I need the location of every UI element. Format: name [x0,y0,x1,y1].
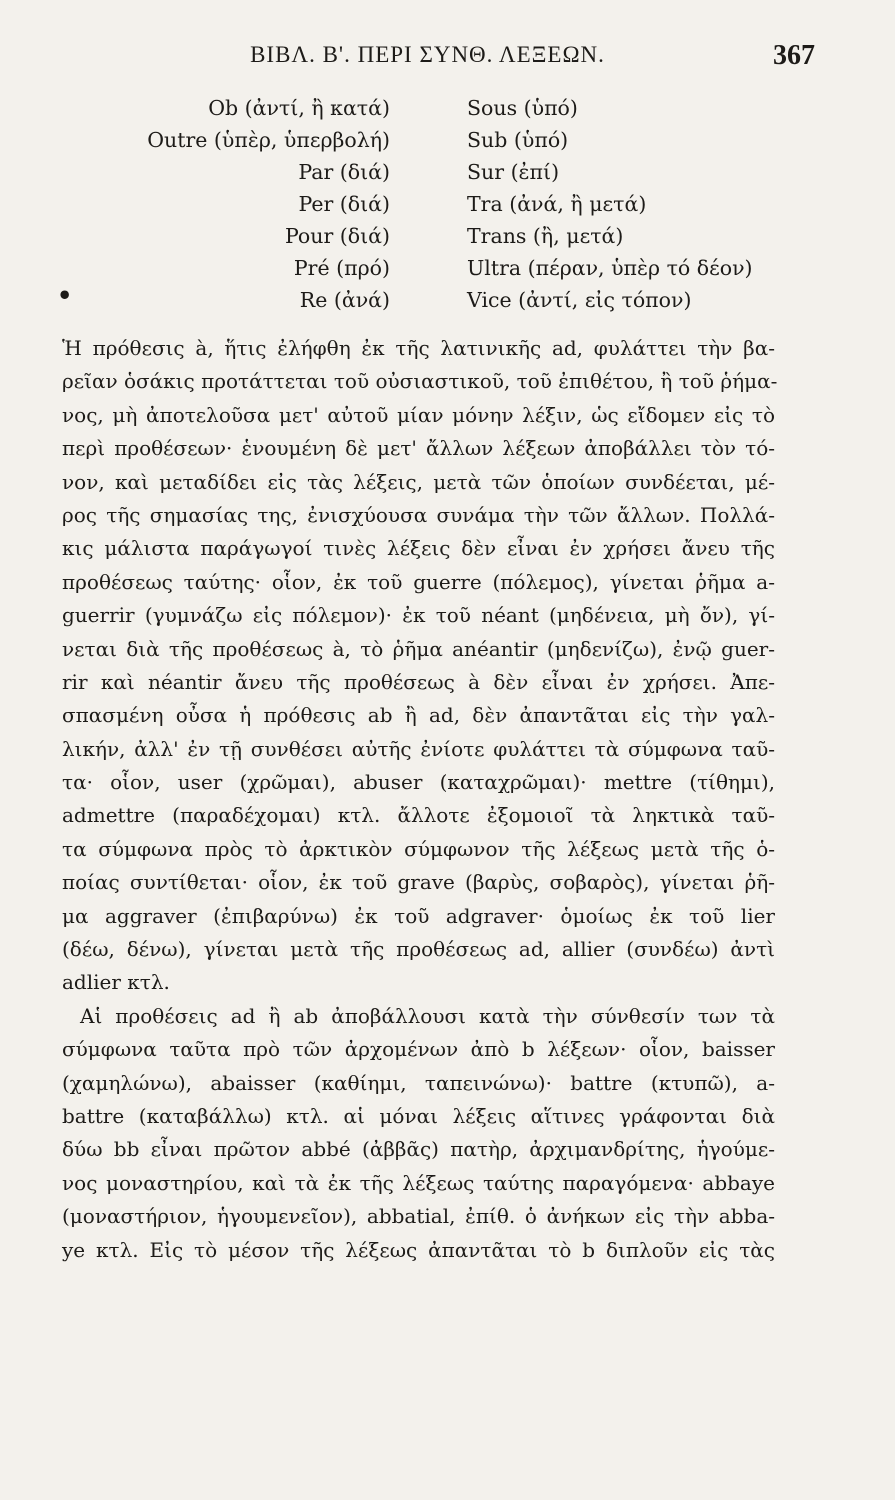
preposition-left: Pour (διά) [284,224,390,248]
text-line: σύμφωνα ταῦτα πρὸ τῶν ἀρχομένων ἀπὸ b λέξεων· οἷον, baisser [62,1037,775,1062]
text-line: κις μάλιστα παράγωγοί τινὲς λέξεις δὲν εἶναι ἐν χρήσει ἄνευ τῆς [62,536,775,561]
preposition-list [60,96,820,320]
body-text [62,332,778,1267]
list-item [60,128,820,160]
running-head: ΒΙΒΛ. Β'. ΠΕΡΙ ΣΥΝΘ. ΛΕΞΕΩΝ. [250,42,605,67]
text-line: adlier κτλ. [62,970,170,995]
text-line: προθέσεως ταύτης· οἷον, ἐκ τοῦ guerre (πόλεμος), γίνεται ῥῆμα a- [62,569,775,594]
preposition-left: Outre (ὑπὲρ, ὑπερβολή) [147,128,390,152]
preposition-right: Sous (ὑπό) [467,96,578,120]
text-line: σπασμένη οὖσα ἡ πρόθεσις ab ἢ ad, δὲν ἀπαντᾶται εἰς τὴν γαλ- [62,703,775,728]
list-item [60,96,820,128]
text-line: ρεῖαν ὁσάκις προτάττεται τοῦ οὐσιαστικοῦ, τοῦ ἐπιθέτου, ἢ τοῦ ῥήμα- [62,369,778,394]
preposition-right: Trans (ἢ, μετά) [467,224,624,248]
text-line: Ἡ πρόθεσις à, ἥτις ἐλήφθη ἐκ τῆς λατινικῆς ad, φυλάττει τὴν βα- [62,336,775,360]
text-line: δύω bb εἶναι πρῶτον abbé (ἀββᾶς) πατὴρ, ἀρχιμανδρίτης, ἡγούμε- [62,1137,775,1162]
preposition-right: Tra (ἀνά, ἢ μετά) [467,192,647,216]
preposition-right: Vice (ἀντί, εἰς τόπον) [467,288,692,312]
list-item [60,288,820,320]
page-number: 367 [773,40,815,71]
paragraph [62,1000,775,1267]
text-line: τα σύμφωνα πρὸς τὸ ἀρκτικὸν σύμφωνον τῆς λέξεως μετὰ τῆς ὁ- [62,836,775,861]
text-line: battre (καταβάλλω) κτλ. αἱ μόναι λέξεις αἵτινες γράφονται διὰ [62,1103,775,1128]
preposition-left: Per (διά) [298,192,390,216]
list-item [60,192,820,224]
text-line: admettre (παραδέχομαι) κτλ. ἄλλοτε ἐξομοιοῖ τὰ ληκτικὰ ταῦ- [62,803,775,828]
preposition-right: Sub (ὑπό) [467,128,569,152]
text-line: Αἱ προθέσεις ad ἢ ab ἀποβάλλουσι κατὰ τὴν σύνθεσίν των τὰ [80,1003,775,1028]
list-item [60,256,820,288]
list-item [60,160,820,192]
text-line: ποίας συντίθεται· οἷον, ἐκ τοῦ grave (βαρὺς, σοβαρὸς), γίνεται ῥῆ- [62,870,775,895]
text-line: νον, καὶ μεταδίδει εἰς τὰς λέξεις, μετὰ τῶν ὁποίων συνδέεται, μέ- [62,469,775,494]
text-line: ye κτλ. Εἰς τὸ μέσον τῆς λέξεως ἀπαντᾶται τὸ b διπλοῦν εἰς τὰς [62,1237,775,1262]
text-line: νος μοναστηρίου, καὶ τὰ ἐκ τῆς λέξεως ταύτης παραγόμενα· abbaye [62,1170,775,1195]
text-line: περὶ προθέσεων· ἑνουμένη δὲ μετ' ἄλλων λέξεων ἀποβάλλει τὸν τό- [62,436,775,461]
bullet-mark: • [57,281,73,310]
text-line: τα· οἷον, user (χρῶμαι), abuser (καταχρῶμαι)· mettre (τίθημι), [62,770,775,795]
text-line: νος, μὴ ἀποτελοῦσα μετ' αὐτοῦ μίαν μόνην λέξιν, ὡς εἴδομεν εἰς τὸ [62,402,775,427]
text-line: rir καὶ néantir ἄνευ τῆς προθέσεως à δὲν εἶναι ἐν χρήσει. Ἀπε- [62,669,775,694]
text-line: μα aggraver (ἐπιβαρύνω) ἐκ τοῦ adgraver· ὁμοίως ἐκ τοῦ lier [62,903,775,928]
text-line: guerrir (γυμνάζω εἰς πόλεμον)· ἐκ τοῦ néant (μηδένεια, μὴ ὄν), γί- [62,603,775,628]
preposition-left: Ob (ἀντί, ἢ κατά) [208,96,390,120]
text-line: (χαμηλώνω), abaisser (καθίημι, ταπεινώνω)· battre (κτυπῶ), a- [62,1070,775,1095]
preposition-left: Pré (πρό) [293,256,390,280]
preposition-right: Sur (ἐπί) [467,160,560,184]
text-line: νεται διὰ τῆς προθέσεως à, τὸ ῥῆμα anéantir (μηδενίζω), ἐνῷ guer- [62,636,775,661]
paragraph [62,332,778,1000]
text-line: ρος τῆς σημασίας της, ἐνισχύουσα συνάμα τὴν τῶν ἄλλων. Πολλά- [62,502,775,527]
text-line: (δέω, δένω), γίνεται μετὰ τῆς προθέσεως ad, allier (συνδέω) ἀντὶ [62,937,775,962]
text-line: λικήν, ἀλλ' ἐν τῇ συνθέσει αὐτῆς ἐνίοτε φυλάττει τὰ σύμφωνα ταῦ- [62,736,775,761]
preposition-right: Ultra (πέραν, ὑπὲρ τό δέον) [467,256,753,280]
preposition-left: Par (διά) [298,160,390,184]
page-header [40,40,815,78]
text-line: (μοναστήριον, ἡγουμενεῖον), abbatial, ἐπίθ. ὁ ἀνήκων εἰς τὴν abba- [62,1204,775,1229]
preposition-left: Re (ἀνά) [299,288,390,312]
list-item [60,224,820,256]
